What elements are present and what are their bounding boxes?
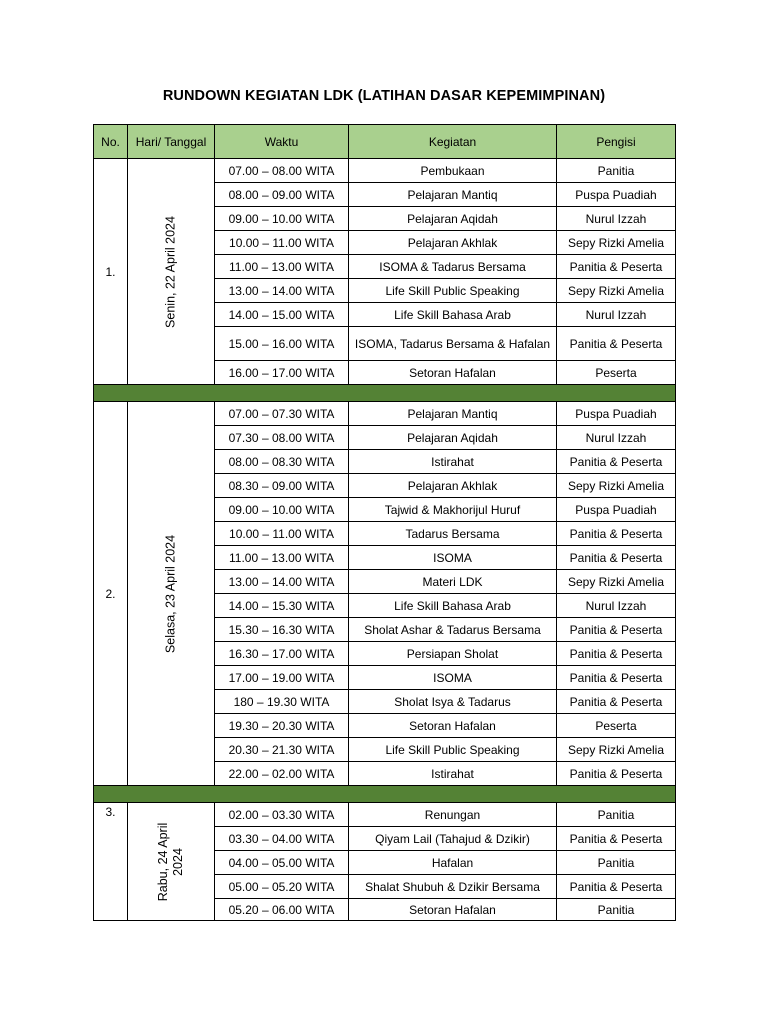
pengisi-cell: Panitia xyxy=(557,803,676,827)
waktu-cell: 04.00 – 05.00 WITA xyxy=(215,851,349,875)
pengisi-cell: Nurul Izzah xyxy=(557,426,676,450)
kegiatan-cell: Pelajaran Mantiq xyxy=(349,402,557,426)
waktu-cell: 17.00 – 19.00 WITA xyxy=(215,666,349,690)
waktu-cell: 05.20 – 06.00 WITA xyxy=(215,899,349,921)
kegiatan-cell: Persiapan Sholat xyxy=(349,642,557,666)
waktu-cell: 07.00 – 08.00 WITA xyxy=(215,159,349,183)
day-date: Selasa, 23 April 2024 xyxy=(163,534,178,653)
kegiatan-cell: Istirahat xyxy=(349,450,557,474)
header-waktu: Waktu xyxy=(215,125,349,159)
waktu-cell: 13.00 – 14.00 WITA xyxy=(215,279,349,303)
document-title: RUNDOWN KEGIATAN LDK (LATIHAN DASAR KEPEMIMPINAN) xyxy=(162,88,606,104)
pengisi-cell: Panitia & Peserta xyxy=(557,522,676,546)
kegiatan-cell: ISOMA xyxy=(349,666,557,690)
pengisi-cell: Sepy Rizki Amelia xyxy=(557,231,676,255)
pengisi-cell: Peserta xyxy=(557,361,676,385)
waktu-cell: 07.30 – 08.00 WITA xyxy=(215,426,349,450)
header-kegiatan: Kegiatan xyxy=(349,125,557,159)
waktu-cell: 20.30 – 21.30 WITA xyxy=(215,738,349,762)
kegiatan-cell: Life Skill Public Speaking xyxy=(349,279,557,303)
kegiatan-cell: ISOMA, Tadarus Bersama & Hafalan xyxy=(349,327,557,361)
kegiatan-cell: Pelajaran Mantiq xyxy=(349,183,557,207)
separator-bar xyxy=(94,786,676,803)
waktu-cell: 10.00 – 11.00 WITA xyxy=(215,231,349,255)
waktu-cell: 19.30 – 20.30 WITA xyxy=(215,714,349,738)
kegiatan-cell: Tadarus Bersama xyxy=(349,522,557,546)
table-row xyxy=(94,159,676,183)
pengisi-cell: Panitia & Peserta xyxy=(557,642,676,666)
pengisi-cell: Panitia & Peserta xyxy=(557,546,676,570)
kegiatan-cell: ISOMA & Tadarus Bersama xyxy=(349,255,557,279)
header-hari-tanggal: Hari/ Tanggal xyxy=(128,125,215,159)
header-pengisi: Pengisi xyxy=(557,125,676,159)
pengisi-cell: Panitia & Peserta xyxy=(557,762,676,786)
kegiatan-cell: Setoran Hafalan xyxy=(349,899,557,921)
kegiatan-cell: Sholat Ashar & Tadarus Bersama xyxy=(349,618,557,642)
waktu-cell: 14.00 – 15.00 WITA xyxy=(215,303,349,327)
pengisi-cell: Panitia xyxy=(557,851,676,875)
waktu-cell: 03.30 – 04.00 WITA xyxy=(215,827,349,851)
pengisi-cell: Panitia & Peserta xyxy=(557,666,676,690)
waktu-cell: 16.00 – 17.00 WITA xyxy=(215,361,349,385)
pengisi-cell: Panitia & Peserta xyxy=(557,450,676,474)
separator-row xyxy=(94,786,676,803)
pengisi-cell: Nurul Izzah xyxy=(557,303,676,327)
pengisi-cell: Peserta xyxy=(557,714,676,738)
kegiatan-cell: Life Skill Bahasa Arab xyxy=(349,303,557,327)
kegiatan-cell: Setoran Hafalan xyxy=(349,714,557,738)
pengisi-cell: Puspa Puadiah xyxy=(557,402,676,426)
kegiatan-cell: Pelajaran Aqidah xyxy=(349,426,557,450)
kegiatan-cell: Setoran Hafalan xyxy=(349,361,557,385)
kegiatan-cell: Life Skill Bahasa Arab xyxy=(349,594,557,618)
pengisi-cell: Sepy Rizki Amelia xyxy=(557,570,676,594)
pengisi-cell: Panitia & Peserta xyxy=(557,327,676,361)
kegiatan-cell: Pelajaran Akhlak xyxy=(349,474,557,498)
kegiatan-cell: ISOMA xyxy=(349,546,557,570)
waktu-cell: 11.00 – 13.00 WITA xyxy=(215,255,349,279)
day-date-cell xyxy=(128,159,215,385)
kegiatan-cell: Sholat Isya & Tadarus xyxy=(349,690,557,714)
pengisi-cell: Sepy Rizki Amelia xyxy=(557,474,676,498)
pengisi-cell: Panitia & Peserta xyxy=(557,827,676,851)
pengisi-cell: Puspa Puadiah xyxy=(557,498,676,522)
header-no: No. xyxy=(94,125,128,159)
rundown-table xyxy=(93,124,676,921)
kegiatan-cell: Life Skill Public Speaking xyxy=(349,738,557,762)
waktu-cell: 15.30 – 16.30 WITA xyxy=(215,618,349,642)
pengisi-cell: Nurul Izzah xyxy=(557,594,676,618)
pengisi-cell: Nurul Izzah xyxy=(557,207,676,231)
waktu-cell: 11.00 – 13.00 WITA xyxy=(215,546,349,570)
day-date: Rabu, 24 April 2024 xyxy=(156,822,185,901)
kegiatan-cell: Qiyam Lail (Tahajud & Dzikir) xyxy=(349,827,557,851)
waktu-cell: 05.00 – 05.20 WITA xyxy=(215,875,349,899)
pengisi-cell: Panitia xyxy=(557,899,676,921)
separator-bar xyxy=(94,385,676,402)
kegiatan-cell: Istirahat xyxy=(349,762,557,786)
waktu-cell: 08.00 – 08.30 WITA xyxy=(215,450,349,474)
waktu-cell: 08.00 – 09.00 WITA xyxy=(215,183,349,207)
waktu-cell: 14.00 – 15.30 WITA xyxy=(215,594,349,618)
kegiatan-cell: Hafalan xyxy=(349,851,557,875)
day-date-cell xyxy=(128,803,215,921)
kegiatan-cell: Pelajaran Akhlak xyxy=(349,231,557,255)
day-date-cell xyxy=(128,402,215,786)
pengisi-cell: Panitia & Peserta xyxy=(557,875,676,899)
pengisi-cell: Panitia & Peserta xyxy=(557,690,676,714)
pengisi-cell: Puspa Puadiah xyxy=(557,183,676,207)
kegiatan-cell: Shalat Shubuh & Dzikir Bersama xyxy=(349,875,557,899)
waktu-cell: 09.00 – 10.00 WITA xyxy=(215,498,349,522)
kegiatan-cell: Tajwid & Makhorijul Huruf xyxy=(349,498,557,522)
day-date: Senin, 22 April 2024 xyxy=(163,215,178,328)
pengisi-cell: Panitia & Peserta xyxy=(557,255,676,279)
separator-row xyxy=(94,385,676,402)
pengisi-cell: Sepy Rizki Amelia xyxy=(557,279,676,303)
waktu-cell: 10.00 – 11.00 WITA xyxy=(215,522,349,546)
pengisi-cell: Panitia & Peserta xyxy=(557,618,676,642)
waktu-cell: 13.00 – 14.00 WITA xyxy=(215,570,349,594)
day-number: 2. xyxy=(94,402,128,786)
day-number: 3. xyxy=(94,803,128,921)
kegiatan-cell: Pelajaran Aqidah xyxy=(349,207,557,231)
kegiatan-cell: Pembukaan xyxy=(349,159,557,183)
waktu-cell: 09.00 – 10.00 WITA xyxy=(215,207,349,231)
pengisi-cell: Sepy Rizki Amelia xyxy=(557,738,676,762)
table-row xyxy=(94,402,676,426)
table-header-row xyxy=(94,125,676,159)
waktu-cell: 22.00 – 02.00 WITA xyxy=(215,762,349,786)
table-row xyxy=(94,803,676,827)
pengisi-cell: Panitia xyxy=(557,159,676,183)
waktu-cell: 07.00 – 07.30 WITA xyxy=(215,402,349,426)
waktu-cell: 08.30 – 09.00 WITA xyxy=(215,474,349,498)
waktu-cell: 16.30 – 17.00 WITA xyxy=(215,642,349,666)
day-number: 1. xyxy=(94,159,128,385)
kegiatan-cell: Materi LDK xyxy=(349,570,557,594)
waktu-cell: 15.00 – 16.00 WITA xyxy=(215,327,349,361)
waktu-cell: 02.00 – 03.30 WITA xyxy=(215,803,349,827)
kegiatan-cell: Renungan xyxy=(349,803,557,827)
waktu-cell: 180 – 19.30 WITA xyxy=(215,690,349,714)
